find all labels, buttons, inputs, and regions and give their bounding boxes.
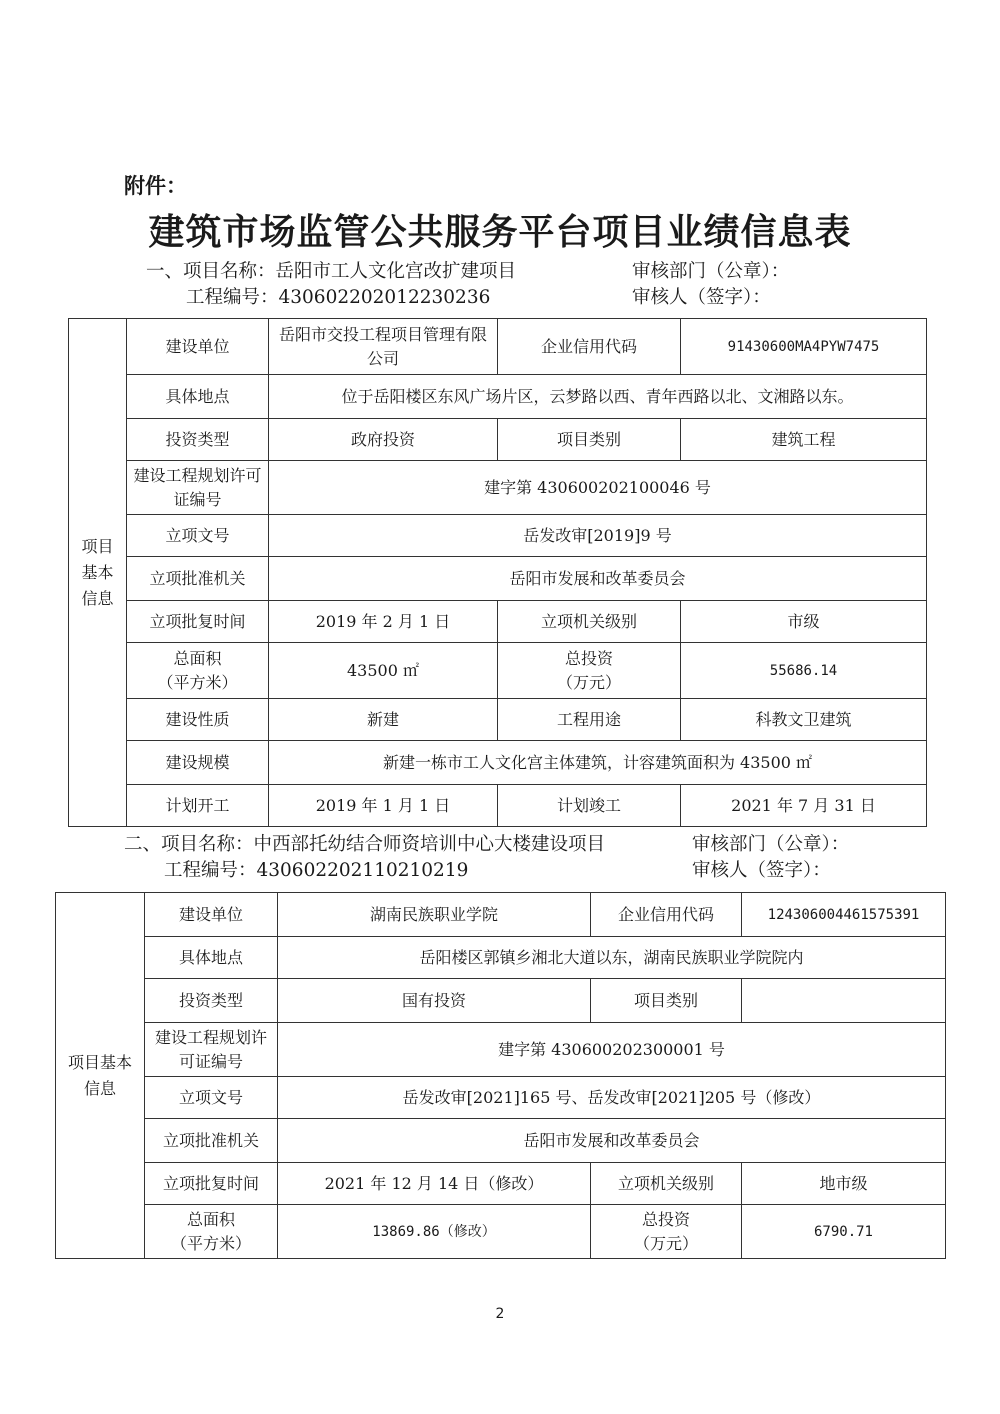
approval-no-value: 岳发改审[2021]165 号、岳发改审[2021]205 号（修改） (278, 1077, 946, 1119)
approval-date-label: 立项批复时间 (127, 601, 269, 643)
project1-code: 工程编号：430602202012230236 (186, 287, 491, 308)
builder-value: 湖南民族职业学院 (278, 893, 591, 937)
location-value: 位于岳阳楼区东风广场片区，云梦路以西、青年西路以北、文湘路以东。 (269, 375, 927, 419)
credit-value: 124306004461575391 (742, 893, 946, 937)
project2-review-dept: 审核部门（公章）： (692, 834, 850, 855)
usage-label: 工程用途 (498, 699, 681, 741)
builder-value: 岳阳市交投工程项目管理有限公司 (269, 319, 498, 375)
authority-level-label: 立项机关级别 (498, 601, 681, 643)
scale-value: 新建一栋市工人文化宫主体建筑，计容建筑面积为 43500 ㎡ (269, 741, 927, 785)
area-value: 13869.86（修改） (278, 1205, 591, 1259)
category-value (742, 979, 946, 1023)
location-label: 具体地点 (127, 375, 269, 419)
project2-table (55, 892, 946, 1259)
invest-type-label: 投资类型 (145, 979, 278, 1023)
total-invest-label: 总投资 （万元） (498, 643, 681, 699)
approval-no-label: 立项文号 (145, 1077, 278, 1119)
approval-no-label: 立项文号 (127, 515, 269, 557)
location-label: 具体地点 (145, 937, 278, 979)
project1-reviewer: 审核人（签字）： (632, 287, 771, 308)
approval-date-label: 立项批复时间 (145, 1163, 278, 1205)
nature-value: 新建 (269, 699, 498, 741)
authority-value: 岳阳市发展和改革委员会 (278, 1119, 946, 1163)
authority-level-value: 市级 (681, 601, 927, 643)
attachment-label: 附件： (124, 173, 187, 198)
authority-label: 立项批准机关 (145, 1119, 278, 1163)
page-number: 2 (495, 1306, 505, 1322)
authority-level-value: 地市级 (742, 1163, 946, 1205)
section-label: 项目基本 信息 (56, 893, 145, 1259)
credit-label: 企业信用代码 (498, 319, 681, 375)
builder-label: 建设单位 (145, 893, 278, 937)
project1-table (68, 318, 927, 827)
total-invest-value: 6790.71 (742, 1205, 946, 1259)
invest-type-value: 国有投资 (278, 979, 591, 1023)
approval-date-value: 2019 年 2 月 1 日 (269, 601, 498, 643)
category-label: 项目类别 (498, 419, 681, 461)
area-label: 总面积 （平方米） (127, 643, 269, 699)
permit-value: 建字第 430600202100046 号 (269, 461, 927, 515)
category-label: 项目类别 (591, 979, 742, 1023)
authority-label: 立项批准机关 (127, 557, 269, 601)
authority-level-label: 立项机关级别 (591, 1163, 742, 1205)
usage-value: 科教文卫建筑 (681, 699, 927, 741)
project1-name: 一、项目名称：岳阳市工人文化宫改扩建项目 (146, 261, 517, 282)
invest-type-value: 政府投资 (269, 419, 498, 461)
area-label: 总面积 （平方米） (145, 1205, 278, 1259)
project2-code: 工程编号：430602202110210219 (164, 860, 469, 881)
permit-value: 建字第 430600202300001 号 (278, 1023, 946, 1077)
permit-label: 建设工程规划许可证编号 (127, 461, 269, 515)
section-label: 项目 基本 信息 (69, 319, 127, 827)
project1-review-dept: 审核部门（公章）： (632, 261, 790, 282)
total-invest-value: 55686.14 (681, 643, 927, 699)
finish-label: 计划竣工 (498, 785, 681, 827)
builder-label: 建设单位 (127, 319, 269, 375)
invest-type-label: 投资类型 (127, 419, 269, 461)
total-invest-label: 总投资 （万元） (591, 1205, 742, 1259)
scale-label: 建设规模 (127, 741, 269, 785)
credit-label: 企业信用代码 (591, 893, 742, 937)
location-value: 岳阳楼区郭镇乡湘北大道以东，湖南民族职业学院院内 (278, 937, 946, 979)
category-value: 建筑工程 (681, 419, 927, 461)
project2-reviewer: 审核人（签字）： (692, 860, 831, 881)
approval-date-value: 2021 年 12 月 14 日（修改） (278, 1163, 591, 1205)
authority-value: 岳阳市发展和改革委员会 (269, 557, 927, 601)
permit-label: 建设工程规划许可证编号 (145, 1023, 278, 1077)
page-title: 建筑市场监管公共服务平台项目业绩信息表 (148, 211, 852, 253)
finish-value: 2021 年 7 月 31 日 (681, 785, 927, 827)
nature-label: 建设性质 (127, 699, 269, 741)
credit-value: 91430600MA4PYW7475 (681, 319, 927, 375)
start-value: 2019 年 1 月 1 日 (269, 785, 498, 827)
area-value: 43500 ㎡ (269, 643, 498, 699)
start-label: 计划开工 (127, 785, 269, 827)
approval-no-value: 岳发改审[2019]9 号 (269, 515, 927, 557)
project2-name: 二、项目名称：中西部托幼结合师资培训中心大楼建设项目 (124, 834, 606, 855)
